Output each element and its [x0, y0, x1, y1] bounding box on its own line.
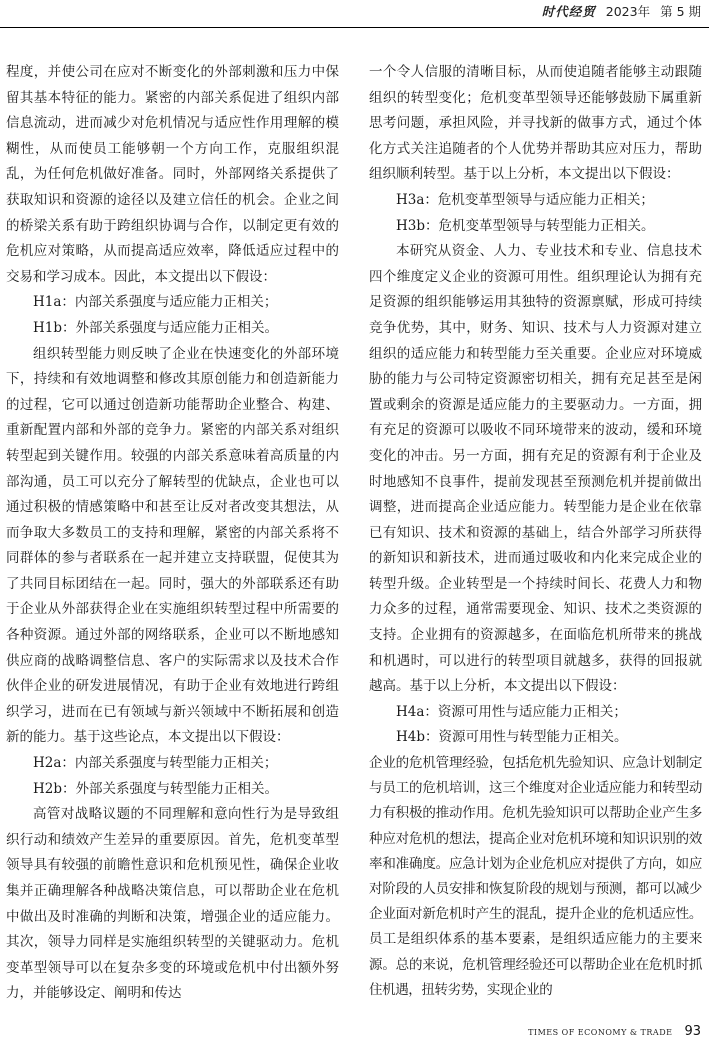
hypothesis: H1b：外部关系强度与适应能力正相关。: [33, 319, 279, 336]
hypothesis: H2b：外部关系强度与转型能力正相关。: [33, 780, 279, 797]
running-header: [542, 0, 701, 22]
body-paragraph: 本研究从资金、人力、专业技术和专业、信息技术四个维度定义企业的资源可用性。组织理论认为拥有充足资源的组织能够运用其独特的资源禀赋，形成可持续竞争优势，其中，财务、知识、技术与人力资源对建立组织的适应能力和转型能力至关重要。企业应对环境威胁的能力与公司特定资源密切相关，拥有充足甚至是闲置或剩余的资源是适应能力的主要驱动力。一方面，拥有充足的资源可以吸收不同环境带来的波动，缓和环境变化的冲击。另一方面，拥有充足的资源有利于企业及时地感知不良事件，提前发现甚至预测危机并提前做出调整，进而提高企业适应能力。转型能力是企业在依靠已有知识、技术和资源的基础上，结合外部学习所获得的新知识和新技术，进而通过吸收和内化来完成企业的转型升级。企业转型是一个持续时间长、花费人力和物力众多的过程，通常需要现金、知识、技术之类资源的支持。企业拥有的资源越多，在面临危机所带来的挑战和机遇时，可以进行的转型项目就越多，获得的回报就越高。基于以上分析，本文提出以下假设：: [369, 243, 702, 695]
issue-number: 第 5 期: [660, 4, 701, 19]
header-rule: [0, 27, 709, 28]
body-paragraph: 一个令人信服的清晰目标，从而使追随者能够主动跟随组织的转型变化；危机变革型领导还能够鼓励下属重新思考问题，承担风险，并寻找新的做事方式，通过个体化方式关注追随者的个人优势并帮助其应对压力，帮助组织顺利转型。基于以上分析，本文提出以下假设：: [369, 64, 702, 183]
body-paragraph: 高管对战略议题的不同理解和意向性行为是导致组织行动和绩效产生差异的重要原因。首先，危机变革型领导具有较强的前瞻性意识和危机预见性，确保企业收集并正确理解各种战略决策信息，可以帮助企业在危机中做出及时准确的判断和决策，增强企业的适应能力。其次，领导力同样是实施组织转型的关键驱动力。危机变革型领导可以在复杂多变的环境或危机中付出额外努力，并能够设定、阐明和传达: [6, 806, 339, 1002]
journal-name-english: TIMES OF ECONOMY & TRADE: [528, 1028, 673, 1037]
journal-name: 时代经贸: [541, 4, 596, 19]
hypothesis: H2a：内部关系强度与转型能力正相关；: [33, 755, 278, 772]
right-column: [369, 60, 702, 1015]
page-number: 93: [684, 1024, 701, 1039]
hypothesis: H4a：资源可用性与适应能力正相关；: [396, 703, 627, 720]
running-footer: [528, 1024, 701, 1039]
body-paragraph: 组织转型能力则反映了企业在快速变化的外部环境下，持续和有效地调整和修改其原创能力和创造新能力的过程，它可以通过创造新功能帮助企业整合、构建、重新配置内部和外部的竞争力。紧密的内部关系对组织转型起到关键作用。较强的内部关系意味着高质量的内部沟通，员工可以充分了解转型的优缺点，企业也可以通过积极的情感策略中和甚至让反对者改变其想法，从而争取大多数员工的支持和理解，紧密的内部关系将不同群体的参与者联系在一起并建立支持联盟，促使其为了共同目标团结在一起。同时，强大的外部联系还有助于企业从外部获得企业在实施组织转型过程中所需要的各种资源。通过外部的网络联系，企业可以不断地感知供应商的战略调整信息、客户的实际需求以及技术合作伙伴企业的研发进展情况，有助于企业有效地进行跨组织学习，进而在已有领域与新兴领域中不断拓展和创造新的能力。基于这些论点，本文提出以下假设：: [6, 345, 339, 746]
left-column: [6, 60, 339, 1015]
body-paragraph: 企业的危机管理经验，包括危机先验知识、应急计划制定与员工的危机培训，这三个维度对企业适应能力和转型动力有积极的推动作用。危机先验知识可以帮助企业产生多种应对危机的想法，提高企业对危机环境和知识识别的效率和准确度。应急计划为企业危机应对提供了方向，如应对阶段的人员安排和恢复阶段的规划与预测，都可以减少企业面对新危机时产生的混乱，提升企业的危机适应性。员工是组织体系的基本要素，是组织适应能力的主要来源。总的来说，危机管理经验还可以帮助企业在危机时抓住机遇，扭转劣势，实现企业的: [369, 755, 702, 998]
issue-year: 2023年: [605, 4, 651, 19]
hypothesis: H3a：危机变革型领导与适应能力正相关；: [396, 191, 654, 208]
hypothesis: H4b：资源可用性与转型能力正相关。: [396, 729, 628, 746]
body-paragraph: 程度，并使公司在应对不断变化的外部刺激和压力中保留其基本特征的能力。紧密的内部关系促进了组织内部信息流动，进而减少对危机情况与适应性作用理解的模糊性，从而使员工能够朝一个方向工作，克服组织混乱，为任何危机做好准备。同时，外部网络关系提供了获取知识和资源的途径以及建立信任的机会。企业之间的桥梁关系有助于跨组织协调与合作，以制定更有效的危机应对策略，从而提高适应效率，降低适应过程中的交易和学习成本。因此，本文提出以下假设：: [6, 64, 339, 285]
hypothesis: H1a：内部关系强度与适应能力正相关；: [33, 294, 278, 311]
hypothesis: H3b：危机变革型领导与转型能力正相关。: [396, 217, 655, 234]
